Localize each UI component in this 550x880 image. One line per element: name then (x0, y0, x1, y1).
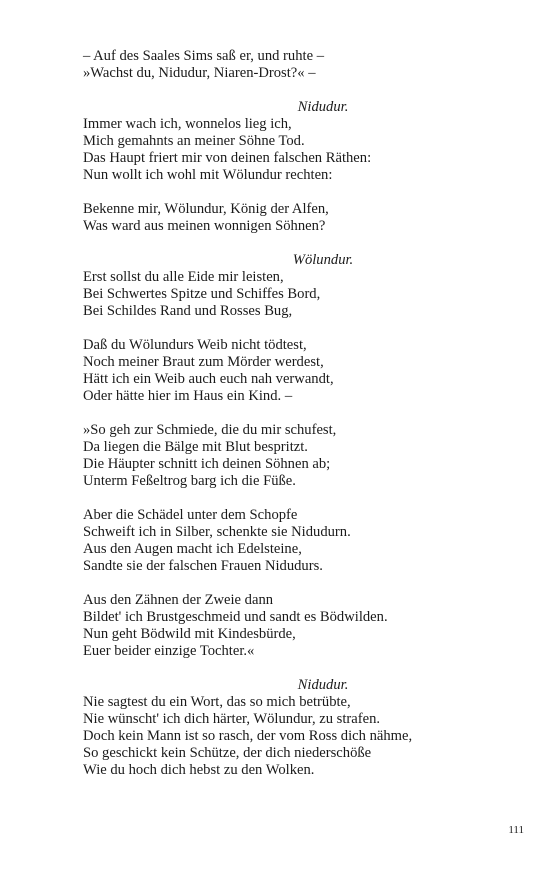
verse-line: Nun wollt ich wohl mit Wölundur rechten: (83, 167, 333, 183)
stanza (83, 269, 523, 320)
verse-line: Die Häupter schnitt ich deinen Söhnen ab; (83, 456, 331, 472)
speaker-name: Wölundur. (292, 252, 354, 268)
verse-line: Da liegen die Bälge mit Blut bespritzt. (83, 439, 308, 455)
stanza (83, 337, 523, 405)
speaker-name: Nidudur. (297, 99, 349, 115)
verse-line: Euer beider einzige Tochter.« (83, 643, 255, 659)
verse-line: Das Haupt friert mir von deinen falschen Räthen: (83, 150, 372, 166)
stanza (83, 507, 523, 575)
verse-line: »Wachst du, Nidudur, Niaren-Drost?« – (83, 65, 316, 81)
verse-line: Nie sagtest du ein Wort, das so mich betrübte, (83, 694, 351, 710)
stanza (83, 694, 523, 779)
speaker-name: Nidudur. (297, 677, 349, 693)
verse-line: Bei Schwertes Spitze und Schiffes Bord, (83, 286, 321, 302)
poem-block (83, 48, 523, 779)
stanza (83, 116, 523, 184)
stanza (83, 592, 523, 660)
verse-line: Erst sollst du alle Eide mir leisten, (83, 269, 284, 285)
verse-line: – Auf des Saales Sims saß er, und ruhte – (83, 48, 324, 64)
verse-line: Aus den Augen macht ich Edelsteine, (83, 541, 302, 557)
verse-line: Unterm Feßeltrog barg ich die Füße. (83, 473, 296, 489)
verse-line: Mich gemahnts an meiner Söhne Tod. (83, 133, 305, 149)
verse-line: Hätt ich ein Weib auch euch nah verwandt, (83, 371, 334, 387)
stanza (83, 422, 523, 490)
verse-line: Sandte sie der falschen Frauen Nidudurs. (83, 558, 323, 574)
verse-line: Daß du Wölundurs Weib nicht tödtest, (83, 337, 307, 353)
verse-line: Nun geht Bödwild mit Kindesbürde, (83, 626, 296, 642)
verse-line: Doch kein Mann ist so rasch, der vom Ross dich nähme, (83, 728, 413, 744)
verse-line: Bildet' ich Brustgeschmeid und sandt es Bödwilden. (83, 609, 388, 625)
verse-line: Nie wünscht' ich dich härter, Wölundur, zu strafen. (83, 711, 381, 727)
stanza (83, 48, 523, 82)
verse-line: So geschickt kein Schütze, der dich niederschöße (83, 745, 372, 761)
verse-line: Oder hätte hier im Haus ein Kind. – (83, 388, 293, 404)
verse-line: Noch meiner Braut zum Mörder werdest, (83, 354, 324, 370)
verse-line: Was ward aus meinen wonnigen Söhnen? (83, 218, 326, 234)
verse-line: Aus den Zähnen der Zweie dann (83, 592, 274, 608)
verse-line: Aber die Schädel unter dem Schopfe (83, 507, 298, 523)
stanza (83, 201, 523, 235)
page-number: 111 (508, 824, 524, 836)
poem-page (83, 48, 523, 779)
verse-line: Bei Schildes Rand und Rosses Bug, (83, 303, 293, 319)
verse-line: Immer wach ich, wonnelos lieg ich, (83, 116, 292, 132)
verse-line: Bekenne mir, Wölundur, König der Alfen, (83, 201, 329, 217)
verse-line: »So geh zur Schmiede, die du mir schufest, (83, 422, 337, 438)
verse-line: Wie du hoch dich hebst zu den Wolken. (83, 762, 315, 778)
verse-line: Schweift ich in Silber, schenkte sie Nidudurn. (83, 524, 351, 540)
